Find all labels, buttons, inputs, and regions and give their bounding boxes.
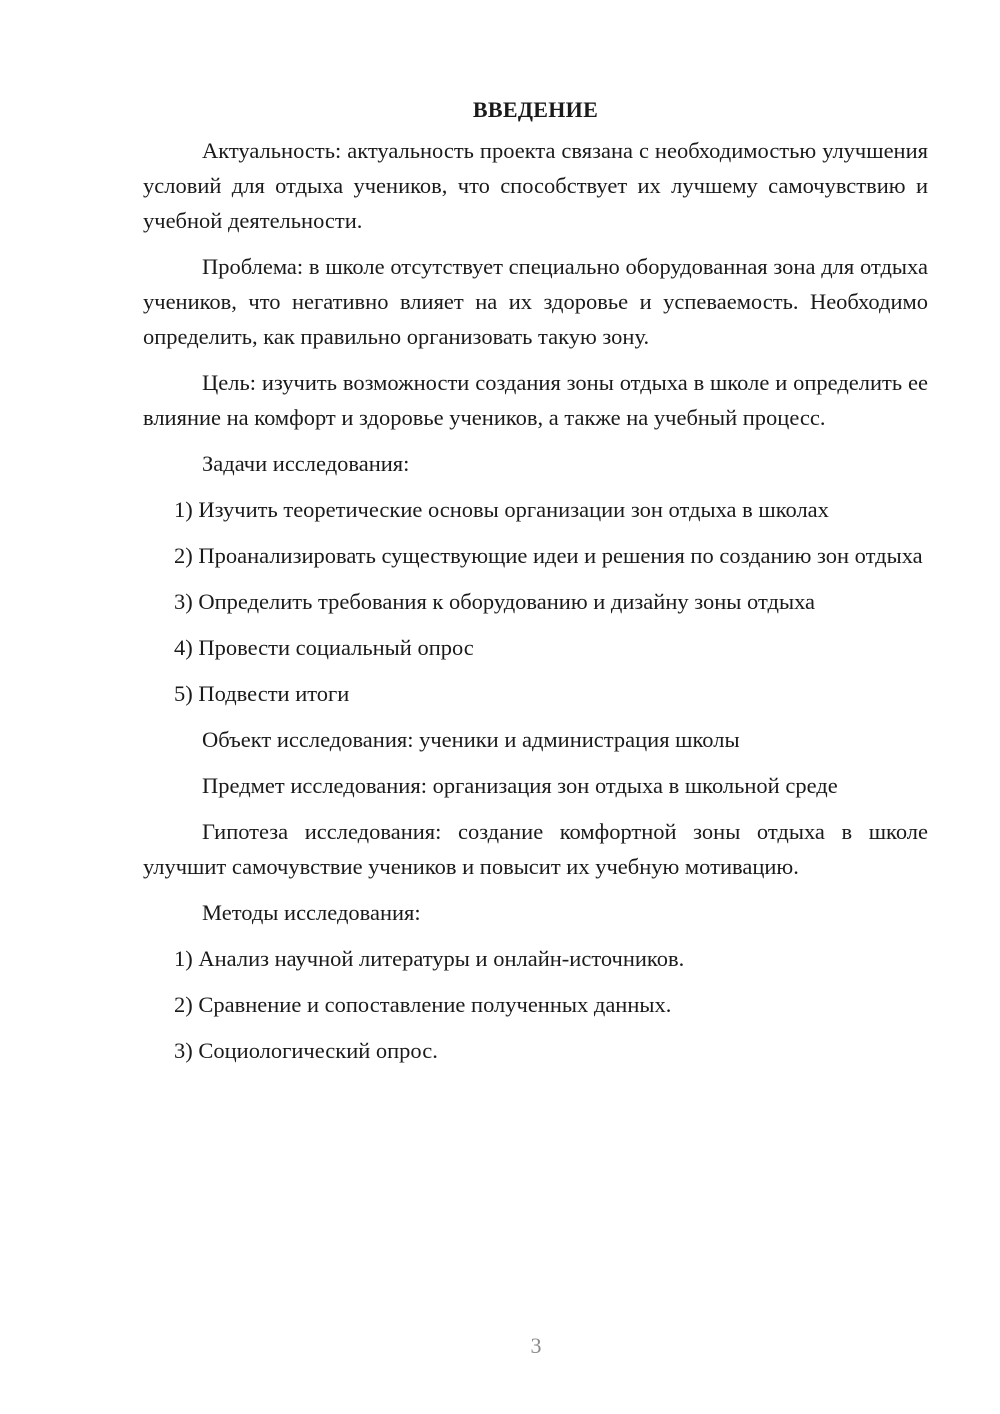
task-item: 3) Определить требования к оборудованию и дизайну зоны отдыха (174, 589, 816, 614)
method-item: 2) Сравнение и сопоставление полученных данных. (174, 992, 672, 1017)
tasks-label: Задачи исследования: (202, 451, 410, 476)
object-paragraph: Объект исследования: ученики и администрация школы (202, 727, 740, 752)
task-item: 1) Изучить теоретические основы организации зон отдыха в школах (174, 497, 829, 522)
page-number: 3 (530, 1333, 542, 1358)
task-item: 5) Подвести итоги (174, 681, 350, 706)
task-item: 2) Проанализировать существующие идеи и решения по созданию зон отдыха (174, 543, 923, 568)
method-item: 1) Анализ научной литературы и онлайн-источников. (174, 946, 685, 971)
hypothesis-paragraph: Гипотеза исследования: создание комфортной зоны отдыха в школе улучшит самочувствие учеников и повысит их учебную мотивацию. (143, 819, 928, 879)
document-body (143, 92, 928, 1079)
relevance-paragraph: Актуальность: актуальность проекта связана с необходимостью улучшения условий для отдыха учеников, что способствует их лучшему самочувствию и учебной деятельности. (143, 138, 928, 233)
subject-paragraph: Предмет исследования: организация зон отдыха в школьной среде (202, 773, 838, 798)
goal-paragraph: Цель: изучить возможности создания зоны отдыха в школе и определить ее влияние на комфорт и здоровье учеников, а также на учебный процесс. (143, 370, 928, 430)
problem-paragraph: Проблема: в школе отсутствует специально оборудованная зона для отдыха учеников, что негативно влияет на их здоровье и успеваемость. Необходимо определить, как правильно организовать такую зону. (143, 254, 928, 349)
methods-label: Методы исследования: (202, 900, 421, 925)
task-item: 4) Провести социальный опрос (174, 635, 474, 660)
method-item: 3) Социологический опрос. (174, 1038, 438, 1063)
section-heading: ВВЕДЕНИЕ (472, 97, 599, 122)
